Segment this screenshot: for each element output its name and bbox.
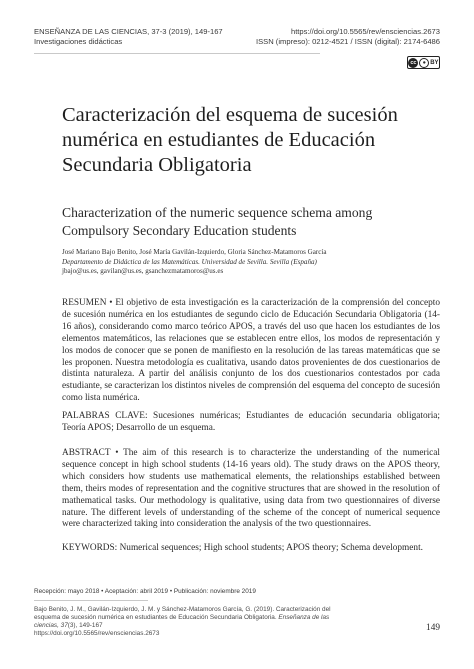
section-label: Investigaciones didácticas [34,37,123,46]
abstract-paragraph: ABSTRACT • The aim of this research is to characterize the understanding of the numerical sequence concept in high school students (14-16 years old). The study draws on the APOS theory, which considers how students use mathematical elements, the relationships established between them, theirs modes of representation and the cognitive structures that are showed in the resolution of mathematical tasks. Our methodology is qualitative, using data from two questionnaires of diverse nature. The different levels of understanding of the scheme of the concept of numerical sequence were characterized taking into consideration the analysis of the two questionnaires. [62,448,440,530]
publication-dates: Recepción: mayo 2018 • Aceptación: abril 2019 • Publicación: noviembre 2019 [34,588,256,595]
title-spanish: Caracterización del esquema de sucesión numérica en estudiantes de Educación Secundaria Obligatoria [62,104,398,176]
cc-icon: cc [410,59,417,66]
journal-citation: ENSEÑANZA DE LAS CIENCIAS, 37-3 (2019), 149-167 [34,27,223,36]
author-emails: jbajo@us.es, gavilan@us.es, gsanchezmatamoros@us.es [62,267,224,276]
author-names: José Mariano Bajo Benito, José María Gavilán-Izquierdo, Gloria Sánchez-Matamoros García [62,248,327,256]
header-left [34,27,223,47]
citation-text: Bajo Benito, J. M., Gavilán-Izquierdo, J. M. y Sánchez-Matamoros García, G. (2019). Caracterización del esquema de sucesión numérica en estudiantes de Educación Secundaria Obligatoria. [34,606,331,622]
keywords-paragraph: KEYWORDS: Numerical sequences; High school students; APOS theory; Schema development. [62,543,423,553]
page-number: 149 [426,623,440,633]
author-affiliation: Departamento de Didáctica de las Matemáticas. Universidad de Sevilla. Sevilla (España) [62,257,317,266]
cc-license-badge[interactable] [407,56,440,69]
header-rule [34,53,320,54]
resumen-paragraph: RESUMEN • El objetivo de esta investigación es la caracterización de la comprensión del concepto de sucesión numérica en los estudiantes de segundo ciclo de Educación Secundaria Obligatoria (14-16 años), considerando como marco teórico APOS, a través del uso que hacen los estudiantes de los elementos matemáticos, las relaciones que se establecen entre ellos, los modos de representación y los modos de conocer que se ponen de manifiesto en la resolución de las tareas matemáticas que se les proponen. Nuestra metodología es cualitativa, usando datos provenientes de dos cuestionarios de distinta naturaleza. A partir del análisis conjunto de los dos cuestionarios contestados por cada estudiante, se caracterizan los distintos niveles de comprensión del esquema del concepto de sucesión como lista numérica. [62,298,440,404]
citation-block [34,606,334,638]
footer-divider [34,600,148,601]
issn-text: ISSN (impreso): 0212-4521 / ISSN (digital): 2174-6486 [255,37,440,46]
authors-block [62,248,440,277]
citation-doi[interactable]: https://doi.org/10.5565/rev/ensciencias.2673 [34,630,160,638]
doi-link[interactable]: https://doi.org/10.5565/rev/ensciencias.2673 [290,27,440,36]
header-right [256,27,440,47]
by-icon: ● [419,58,429,68]
citation-issue: (3), 149-167 [67,622,103,630]
by-label: BY [430,59,439,66]
palabras-clave-paragraph: PALABRAS CLAVE: Sucesiones numéricas; Estudiantes de educación secundaria obligatoria; Teoría APOS; Desarrollo de un esquema. [62,411,440,433]
citation-journal: Enseñanza de las ciencias, 37 [34,614,330,630]
title-english: Characterization of the numeric sequence schema among Compulsory Secondary Education students [62,205,373,238]
